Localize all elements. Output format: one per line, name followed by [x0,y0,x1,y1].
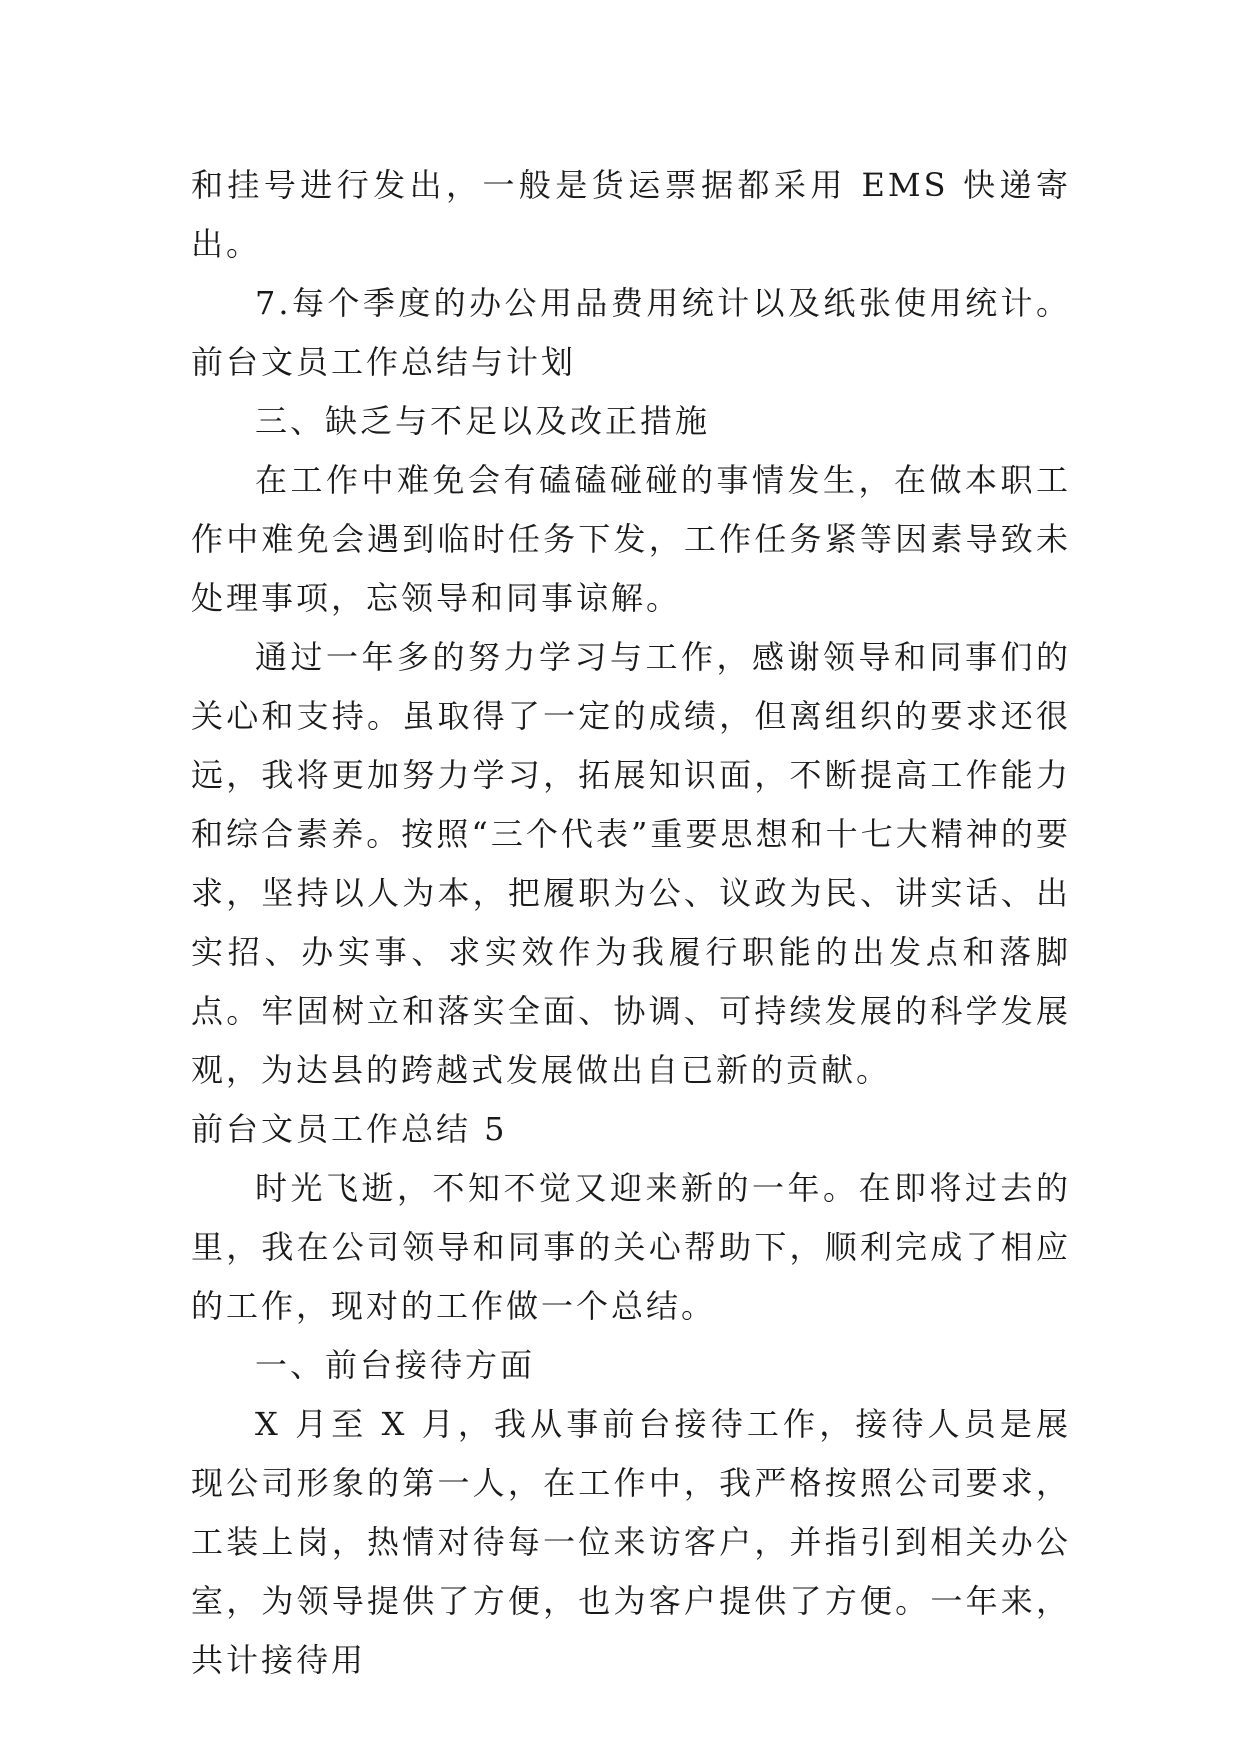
paragraph-ems-shipping: 和挂号进行发出，一般是货运票据都采用 EMS 快递寄出。 [191,166,1071,263]
paragraph-intro: 时光飞逝，不知不觉又迎来新的一年。在即将过去的里，我在公司领导和同事的关心帮助下，顺利完成了相应的工作，现对的工作做一个总结。 [191,1169,1071,1325]
section-heading-reception: 一、前台接待方面 [255,1346,536,1384]
section-heading-shortcomings: 三、缺乏与不足以及改正措施 [255,402,711,440]
paragraph-office-supplies: 7.每个季度的办公用品费用统计以及纸张使用统计。前台文员工作总结与计划 [191,284,1071,381]
paragraph-reception-work: X 月至 X 月，我从事前台接待工作，接待人员是展现公司形象的第一人，在工作中，我严格按照公司要求，工装上岗，热情对待每一位来访客户，并指引到相关办公室，为领导提供了方便，也为客户提供了方便。一年来，共计接待用 [191,1405,1071,1679]
paragraph-gratitude: 通过一年多的努力学习与工作，感谢领导和同事们的关心和支持。虽取得了一定的成绩，但离组织的要求还很远，我将更加努力学习，拓展知识面，不断提高工作能力和综合素养。按照“三个代表”重要思想和十七大精神的要求，坚持以人为本，把履职为公、议政为民、讲实话、出实招、办实事、求实效作为我履行职能的出发点和落脚点。牢固树立和落实全面、协调、可持续发展的科学发展观，为达县的跨越式发展做出自已新的贡献。 [191,638,1071,1089]
document-title-summary-5: 前台文员工作总结 5 [191,1110,508,1148]
paragraph-work-issues: 在工作中难免会有磕磕碰碰的事情发生，在做本职工作中难免会遇到临时任务下发，工作任务紧等因素导致未处理事项，忘领导和同事谅解。 [191,461,1071,617]
document-body [191,156,1071,1690]
